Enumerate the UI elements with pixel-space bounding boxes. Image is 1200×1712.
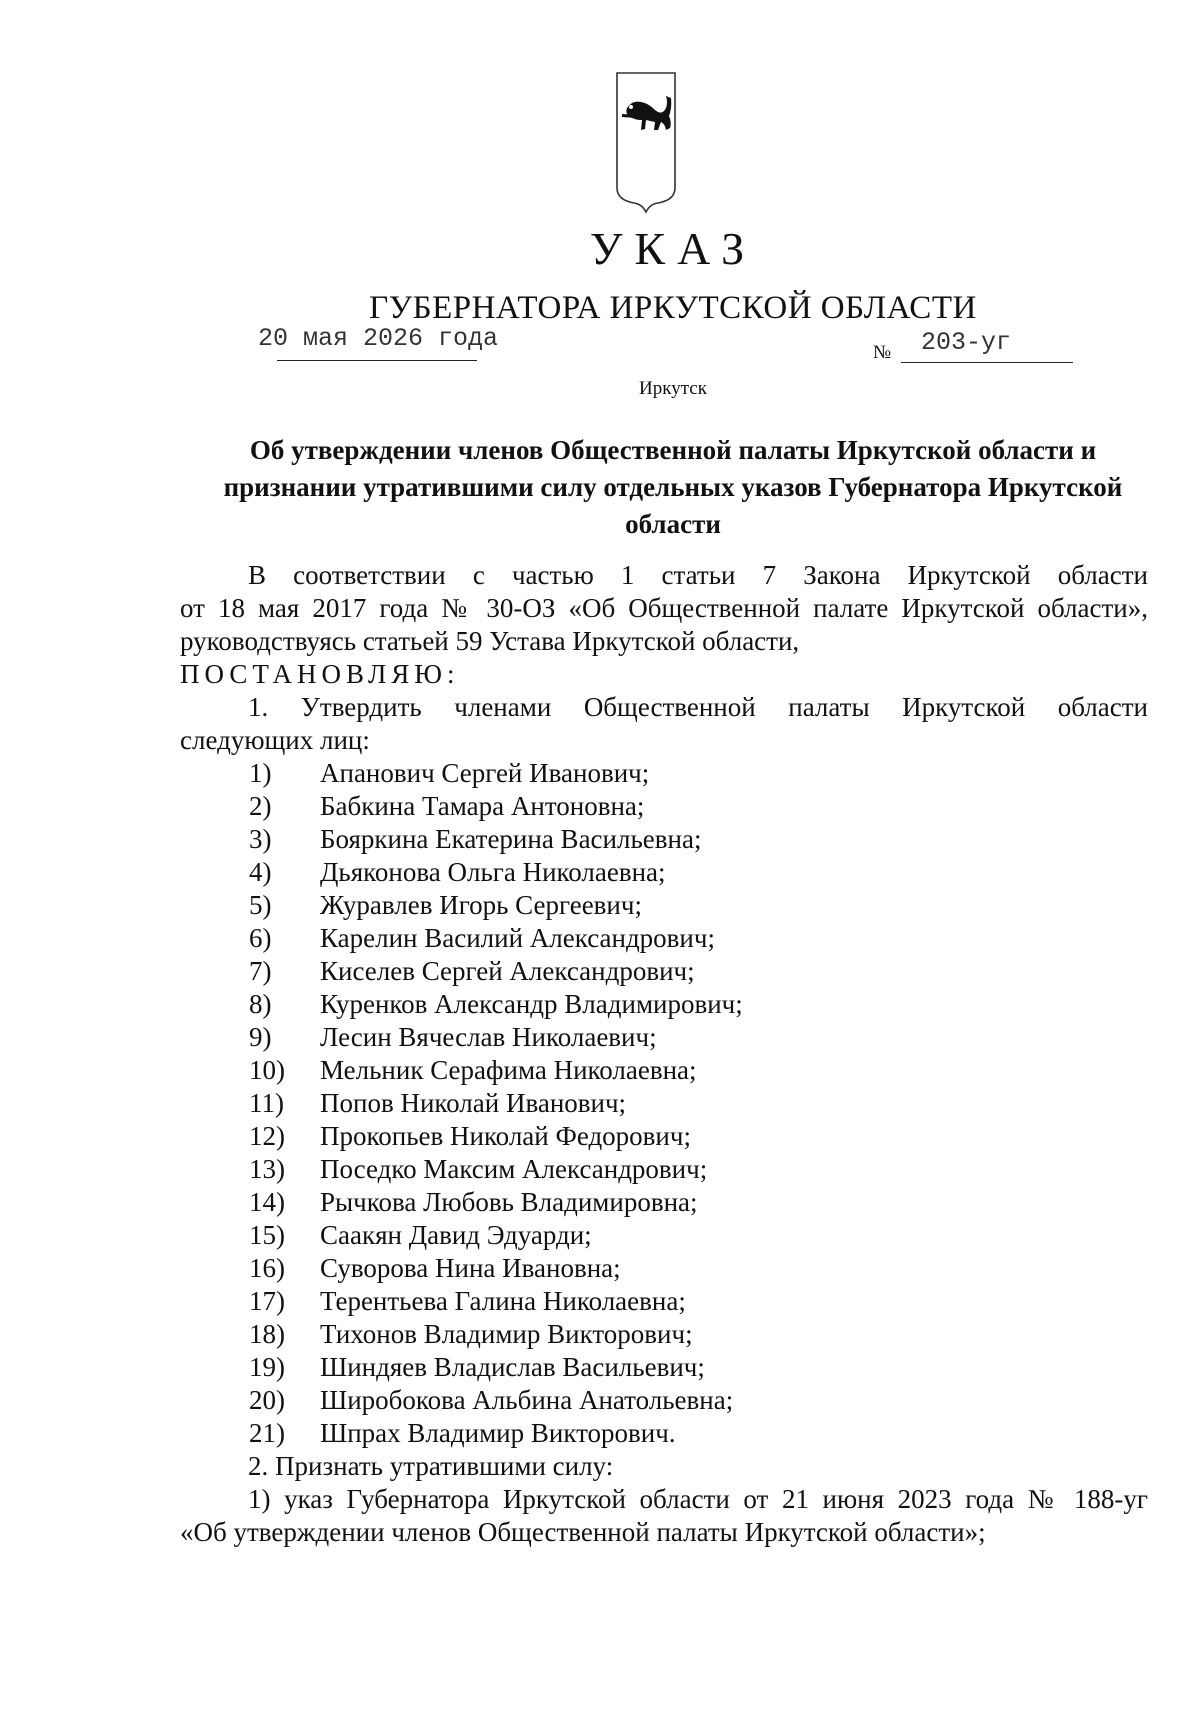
member-number: 14) bbox=[249, 1187, 285, 1217]
member-name: Бояркина Екатерина Васильевна; bbox=[320, 824, 702, 854]
member-number: 18) bbox=[249, 1319, 285, 1349]
point-2-sub-1-line: 1) указ Губернатора Иркутской области от 21 июня 2023 года № 188-уг bbox=[248, 1484, 1148, 1514]
member-number: 3) bbox=[249, 824, 272, 854]
member-name: Попов Николай Иванович; bbox=[320, 1088, 627, 1118]
member-name: Широбокова Альбина Анатольевна; bbox=[320, 1385, 734, 1415]
member-name: Суворова Нина Ивановна; bbox=[320, 1253, 621, 1283]
point-2-sub-1-line: «Об утверждении членов Общественной палаты Иркутской области»; bbox=[180, 1517, 986, 1547]
heading-line: области bbox=[625, 509, 721, 539]
member-number: 21) bbox=[249, 1418, 285, 1448]
document-city: Иркутск bbox=[639, 378, 707, 399]
member-number: 1) bbox=[249, 758, 272, 788]
member-name: Саакян Давид Эдуарди; bbox=[320, 1220, 592, 1250]
document-heading bbox=[176, 432, 1170, 543]
member-number: 13) bbox=[249, 1154, 285, 1184]
member-name: Прокопьев Николай Федорович; bbox=[320, 1121, 691, 1151]
document-body bbox=[180, 559, 1148, 1549]
member-name: Шпрах Владимир Викторович. bbox=[320, 1418, 676, 1448]
member-name: Шиндяев Владислав Васильевич; bbox=[320, 1352, 705, 1382]
member-number: 19) bbox=[249, 1352, 285, 1382]
member-number: 11) bbox=[249, 1088, 284, 1118]
member-name: Тихонов Владимир Викторович; bbox=[320, 1319, 693, 1349]
point-1-line: 1. Утвердить членами Общественной палаты Иркутской области bbox=[248, 692, 1148, 722]
member-list-item bbox=[180, 1384, 1148, 1417]
member-number: 9) bbox=[249, 1022, 272, 1052]
document-number: 203-уг bbox=[921, 328, 1012, 357]
member-name: Журавлев Игорь Сергеевич; bbox=[320, 890, 642, 920]
member-list-item bbox=[180, 955, 1148, 988]
heading-line: Об утверждении членов Общественной палаты Иркутской области и bbox=[249, 435, 1097, 465]
decree-word: ПОСТАНОВЛЯЮ: bbox=[180, 659, 460, 689]
member-list-item bbox=[180, 1153, 1148, 1186]
member-name: Рычкова Любовь Владимировна; bbox=[320, 1187, 698, 1217]
member-name: Лесин Вячеслав Николаевич; bbox=[320, 1022, 657, 1052]
member-number: 12) bbox=[249, 1121, 285, 1151]
member-list-item bbox=[180, 922, 1148, 955]
member-name: Мельник Серафима Николаевна; bbox=[320, 1055, 697, 1085]
member-name: Бабкина Тамара Антоновна; bbox=[320, 791, 645, 821]
member-number: 16) bbox=[249, 1253, 285, 1283]
member-list-item bbox=[180, 1351, 1148, 1384]
member-list-item bbox=[180, 1120, 1148, 1153]
member-list-item bbox=[180, 1219, 1148, 1252]
document-subtitle: ГУБЕРНАТОРА ИРКУТСКОЙ ОБЛАСТИ bbox=[369, 290, 977, 326]
member-list-item bbox=[180, 823, 1148, 856]
member-name: Киселев Сергей Александрович; bbox=[320, 956, 695, 986]
member-list-item bbox=[180, 1252, 1148, 1285]
member-number: 15) bbox=[249, 1220, 285, 1250]
member-list-item bbox=[180, 1417, 1148, 1450]
preamble-line: от 18 мая 2017 года № 30-ОЗ «Об Общественной палате Иркутской области», bbox=[180, 593, 1148, 623]
member-name: Поседко Максим Александрович; bbox=[320, 1154, 708, 1184]
member-name: Терентьева Галина Николаевна; bbox=[320, 1286, 686, 1316]
member-number: 6) bbox=[249, 923, 272, 953]
heading-line: признании утратившими силу отдельных указов Губернатора Иркутской bbox=[223, 472, 1123, 502]
member-number: 17) bbox=[249, 1286, 285, 1316]
preamble-line: В соответствии с частью 1 статьи 7 Закона Иркутской области bbox=[248, 560, 1148, 590]
number-underline bbox=[901, 362, 1073, 363]
coat-of-arms-icon bbox=[614, 70, 678, 214]
member-list-item bbox=[180, 889, 1148, 922]
member-number: 20) bbox=[249, 1385, 285, 1415]
members-list bbox=[180, 757, 1148, 1450]
member-number: 7) bbox=[249, 956, 272, 986]
document-title: УКАЗ bbox=[589, 223, 757, 274]
member-list-item bbox=[180, 1087, 1148, 1120]
number-sign: № bbox=[873, 342, 892, 363]
member-list-item bbox=[180, 790, 1148, 823]
member-name: Дьяконова Ольга Николаевна; bbox=[320, 857, 666, 887]
member-name: Карелин Василий Александрович; bbox=[320, 923, 715, 953]
member-number: 4) bbox=[249, 857, 272, 887]
member-number: 10) bbox=[249, 1055, 285, 1085]
member-list-item bbox=[180, 1285, 1148, 1318]
member-list-item bbox=[180, 1318, 1148, 1351]
member-name: Апанович Сергей Иванович; bbox=[320, 758, 650, 788]
member-list-item bbox=[180, 1054, 1148, 1087]
point-1-line: следующих лиц: bbox=[180, 725, 370, 755]
member-list-item bbox=[180, 988, 1148, 1021]
member-list-item bbox=[180, 757, 1148, 790]
member-number: 8) bbox=[249, 989, 272, 1019]
member-number: 2) bbox=[249, 791, 272, 821]
member-name: Куренков Александр Владимирович; bbox=[320, 989, 743, 1019]
member-list-item bbox=[180, 1021, 1148, 1054]
preamble-line: руководствуясь статьей 59 Устава Иркутской области, bbox=[180, 626, 800, 656]
date-underline bbox=[277, 360, 477, 361]
point-2-title: 2. Признать утратившими силу: bbox=[248, 1451, 614, 1481]
member-list-item bbox=[180, 856, 1148, 889]
member-list-item bbox=[180, 1186, 1148, 1219]
member-number: 5) bbox=[249, 890, 272, 920]
document-date: 20 мая 2026 года bbox=[258, 324, 499, 353]
